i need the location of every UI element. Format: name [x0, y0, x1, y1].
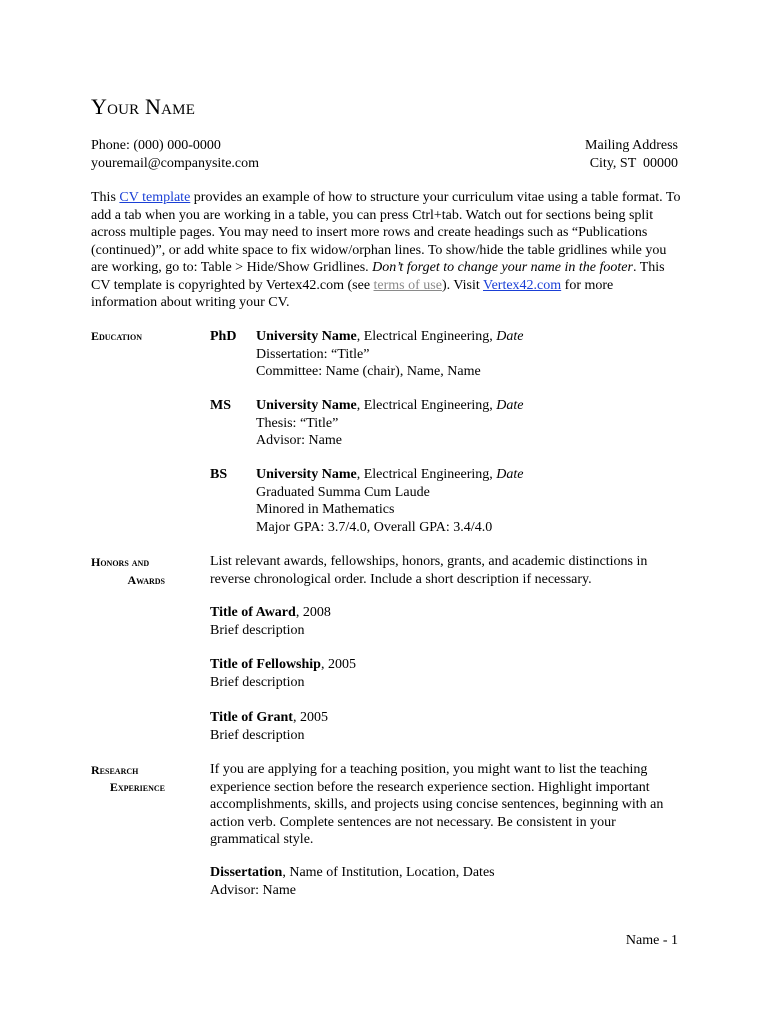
dissertation-line — [210, 864, 680, 882]
honor-title-line — [210, 656, 680, 674]
honor-title-line — [210, 709, 680, 727]
dissertation-item — [210, 864, 680, 899]
intro-text-4: ). Visit — [441, 277, 484, 293]
degree-line — [256, 397, 686, 415]
degree-details — [256, 397, 686, 450]
field-text: , Electrical Engineering, — [356, 467, 497, 482]
education-heading: Education — [91, 329, 142, 343]
field-text: , Electrical Engineering, — [356, 329, 497, 344]
vertex42-link[interactable]: Vertex42.com — [483, 277, 562, 293]
dissertation-title: Dissertation — [210, 865, 283, 880]
honor-item — [210, 656, 680, 691]
degree-line — [256, 466, 686, 484]
field-text: , Electrical Engineering, — [356, 398, 497, 413]
degree-details — [256, 466, 686, 536]
honor-year: , 2005 — [292, 710, 328, 725]
university-name: University Name — [256, 467, 357, 482]
detail-line: Thesis: “Title” — [256, 415, 339, 431]
advisor-line: Advisor: Name — [210, 882, 296, 898]
degree-label: MS — [210, 398, 231, 413]
university-name: University Name — [256, 398, 357, 413]
honor-desc: Brief description — [210, 622, 305, 638]
detail-line: Minored in Mathematics — [256, 502, 395, 517]
page-footer: Name - 1 — [625, 933, 678, 948]
intro-text-1: This — [91, 190, 120, 205]
honor-title-line — [210, 604, 680, 622]
degree-details — [256, 328, 686, 381]
degree-label: PhD — [210, 329, 237, 344]
contact-block — [91, 137, 259, 172]
detail-line: Graduated Summa Cum Laude — [256, 484, 430, 500]
date-text: Date — [496, 398, 524, 413]
university-name: University Name — [256, 329, 357, 344]
degree-label: BS — [210, 467, 228, 482]
intro-italic-note: Don’t forget to change your name in the footer — [372, 260, 633, 275]
degree-line — [256, 328, 686, 346]
date-text: Date — [496, 329, 524, 344]
honor-title: Title of Grant — [210, 710, 293, 725]
detail-line: Committee: Name (chair), Name, Name — [256, 364, 481, 379]
honors-heading-line2: Awards — [127, 573, 165, 587]
dissertation-details: , Name of Institution, Location, Dates — [282, 865, 495, 880]
intro-paragraph — [91, 189, 681, 312]
research-heading-line2: Experience — [109, 780, 165, 794]
email-text: youremail@companysite.com — [91, 155, 260, 171]
honor-year: , 2008 — [295, 605, 331, 620]
detail-line: Dissertation: “Title” — [256, 346, 370, 362]
honor-item — [210, 604, 680, 639]
intro-text-3: . This CV template is copyrighted by Vertex42.com (see — [91, 260, 665, 293]
phone-text: Phone: (000) 000-0000 — [91, 138, 221, 153]
intro-text-5: for more information about writing your CV. — [91, 277, 614, 310]
intro-text-2: provides an example of how to structure your curriculum vitae using a table format. To add a tab when you are working in a table, you can press Ctrl+tab. Watch out for sections being split across multiple pages. You may need to insert more rows and create headings such as “Publications (continued)”, or add white space to fix widow/orphan lines. To show/hide the table gridlines while you are working, go to: Table > Hide/Show Gridlines. — [91, 190, 681, 275]
city-state-zip-text: City, ST 00000 — [589, 155, 678, 171]
honor-title: Title of Award — [210, 605, 296, 620]
honor-item — [210, 709, 680, 744]
research-heading-line1: Research — [91, 763, 139, 777]
detail-line: Advisor: Name — [256, 433, 342, 448]
honor-title: Title of Fellowship — [210, 657, 321, 672]
cv-template-link[interactable]: CV template — [119, 190, 191, 205]
research-description: If you are applying for a teaching position, you might want to list the teaching experience section before the research experience section. Highlight important accomplishments, skills, and projects using concise sentences, beginning with an action verb. Complete sentences are not necessary. Be consistent in your grammatical style. — [210, 762, 664, 847]
cv-name: Your Name — [91, 94, 196, 119]
terms-of-use-link[interactable]: terms of use — [373, 277, 442, 293]
address-block — [585, 137, 678, 172]
honor-desc: Brief description — [210, 727, 305, 743]
mailing-address-text: Mailing Address — [585, 138, 678, 153]
detail-line: Major GPA: 3.7/4.0, Overall GPA: 3.4/4.0 — [256, 519, 493, 535]
honors-description: List relevant awards, fellowships, honors, grants, and academic distinctions in reverse chronological order. Include a short description if necessary. — [210, 554, 648, 587]
honor-year: , 2005 — [320, 657, 356, 672]
honor-desc: Brief description — [210, 674, 305, 690]
date-text: Date — [496, 467, 524, 482]
honors-heading-line1: Honors and — [91, 555, 150, 569]
